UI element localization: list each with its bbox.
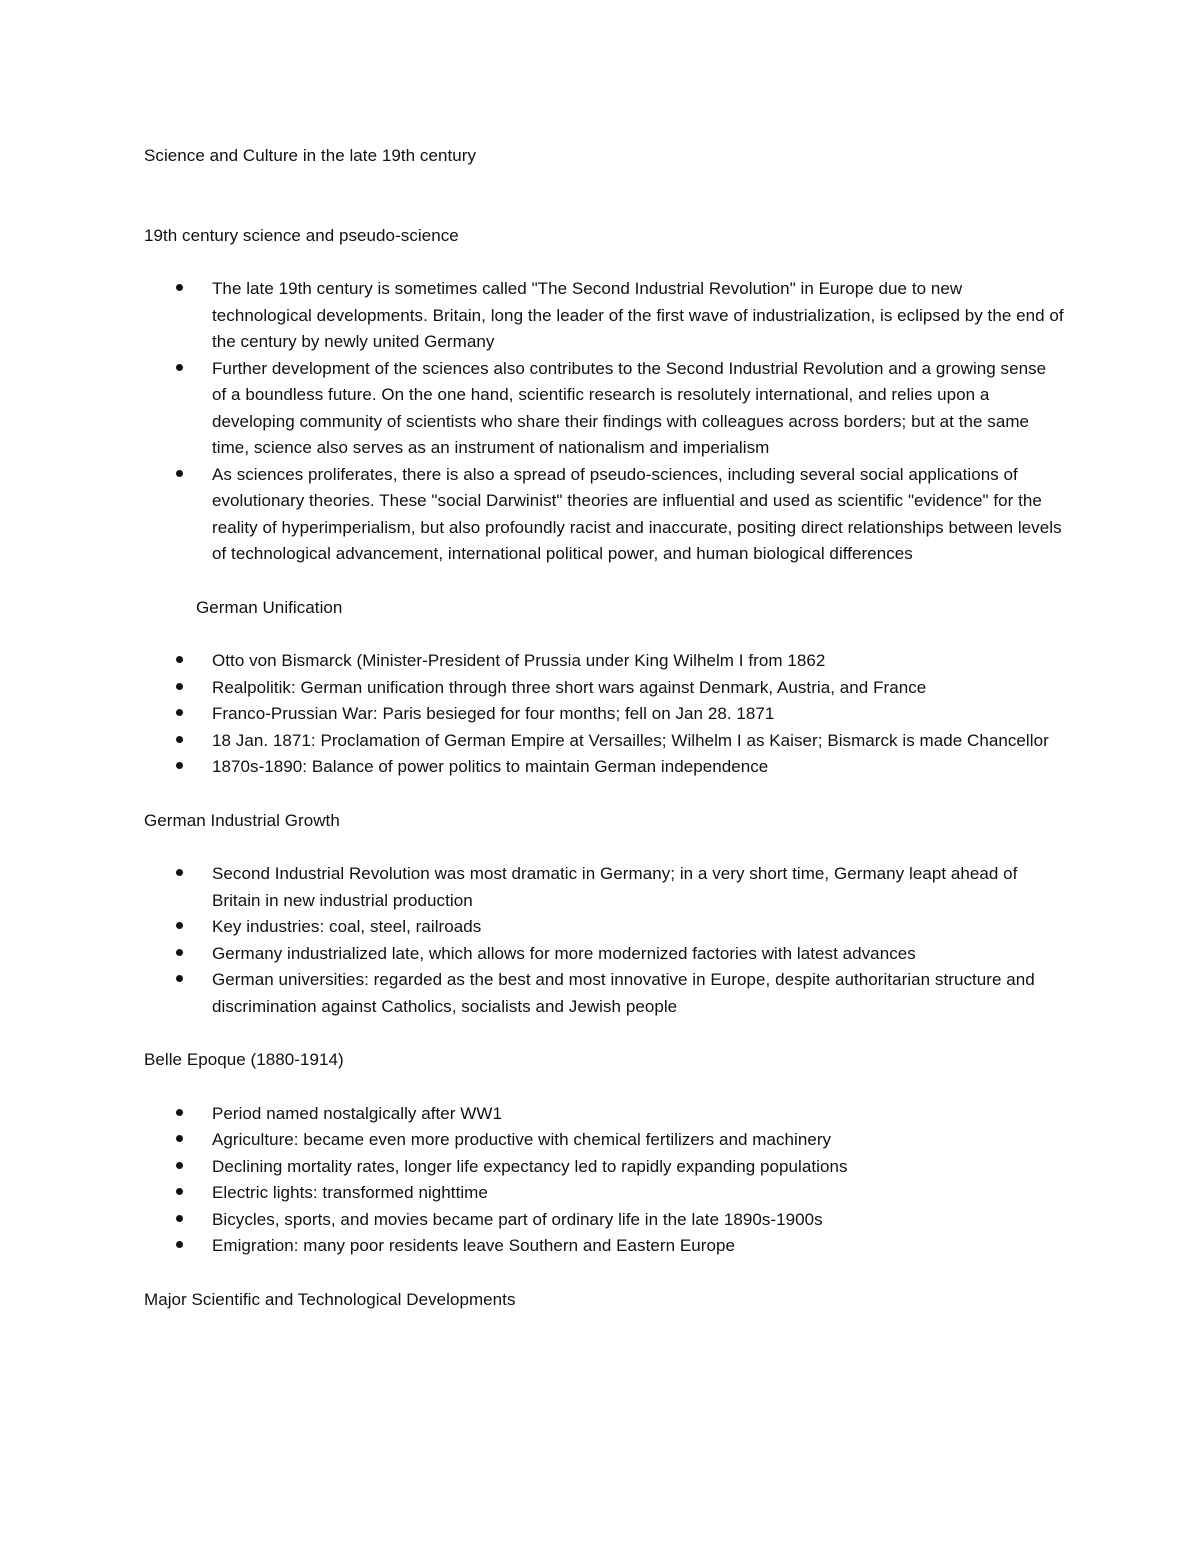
bullet-icon — [176, 364, 183, 371]
bullet-list-german-industrial-growth — [144, 861, 1064, 1020]
bullet-icon — [176, 1188, 183, 1195]
bullet-icon — [176, 709, 183, 716]
bullet-icon — [176, 922, 183, 929]
list-item: As sciences proliferates, there is also a spread of pseudo-sciences, including several social applications of evolutionary theories. These "social Darwinist" theories are influential and used as scientific "evidence" for the reality of hyperimperialism, but also profoundly racist and inaccurate, positing direct relationships between levels of technological advancement, international political power, and human biological differences — [144, 462, 1064, 568]
bullet-icon — [176, 1215, 183, 1222]
list-item: Period named nostalgically after WW1 — [144, 1101, 1064, 1128]
list-item: Key industries: coal, steel, railroads — [144, 914, 1064, 941]
section-heading-science: 19th century science and pseudo-science — [144, 225, 459, 245]
bullet-icon — [176, 762, 183, 769]
section-heading-major-developments: Major Scientific and Technological Developments — [144, 1289, 516, 1309]
bullet-icon — [176, 975, 183, 982]
bullet-icon — [176, 1241, 183, 1248]
bullet-list-science — [144, 276, 1064, 568]
bullet-icon — [176, 683, 183, 690]
list-item: The late 19th century is sometimes called "The Second Industrial Revolution" in Europe due to new technological developments. Britain, long the leader of the first wave of industrialization, is eclipsed by the end of the century by newly united Germany — [144, 276, 1064, 356]
list-item: Otto von Bismarck (Minister-President of Prussia under King Wilhelm I from 1862 — [144, 648, 1064, 675]
document-body — [144, 143, 1064, 1313]
bullet-icon — [176, 1162, 183, 1169]
bullet-icon — [176, 869, 183, 876]
document-title: Science and Culture in the late 19th century — [144, 146, 477, 165]
bullet-list-belle-epoque — [144, 1101, 1064, 1260]
bullet-icon — [176, 1109, 183, 1116]
list-item: Declining mortality rates, longer life expectancy led to rapidly expanding populations — [144, 1154, 1064, 1181]
list-item: Electric lights: transformed nighttime — [144, 1180, 1064, 1207]
bullet-icon — [176, 470, 183, 477]
list-item: Further development of the sciences also contributes to the Second Industrial Revolution and a growing sense of a boundless future. On the one hand, scientific research is resolutely international, and relies upon a developing community of scientists who share their findings with colleagues across borders; but at the same time, science also serves as an instrument of nationalism and imperialism — [144, 356, 1064, 462]
bullet-icon — [176, 284, 183, 291]
list-item: Emigration: many poor residents leave Southern and Eastern Europe — [144, 1233, 1064, 1260]
section-heading-german-unification: German Unification — [196, 597, 343, 617]
section-heading-german-industrial-growth: German Industrial Growth — [144, 810, 340, 830]
section-heading-belle-epoque: Belle Epoque (1880-1914) — [144, 1050, 344, 1069]
bullet-icon — [176, 1135, 183, 1142]
list-item: Germany industrialized late, which allows for more modernized factories with latest advances — [144, 941, 1064, 968]
list-item: Realpolitik: German unification through three short wars against Denmark, Austria, and France — [144, 675, 1064, 702]
bullet-icon — [176, 736, 183, 743]
bullet-list-german-unification — [144, 648, 1064, 781]
bullet-icon — [176, 656, 183, 663]
list-item: 18 Jan. 1871: Proclamation of German Empire at Versailles; Wilhelm I as Kaiser; Bismarck is made Chancellor — [144, 728, 1064, 755]
list-item: Bicycles, sports, and movies became part of ordinary life in the late 1890s-1900s — [144, 1207, 1064, 1234]
list-item: German universities: regarded as the best and most innovative in Europe, despite authoritarian structure and discrimination against Catholics, socialists and Jewish people — [144, 967, 1064, 1020]
list-item: Franco-Prussian War: Paris besieged for four months; fell on Jan 28. 1871 — [144, 701, 1064, 728]
list-item: 1870s-1890: Balance of power politics to maintain German independence — [144, 754, 1064, 781]
bullet-icon — [176, 949, 183, 956]
list-item: Second Industrial Revolution was most dramatic in Germany; in a very short time, Germany leapt ahead of Britain in new industrial production — [144, 861, 1064, 914]
list-item: Agriculture: became even more productive with chemical fertilizers and machinery — [144, 1127, 1064, 1154]
